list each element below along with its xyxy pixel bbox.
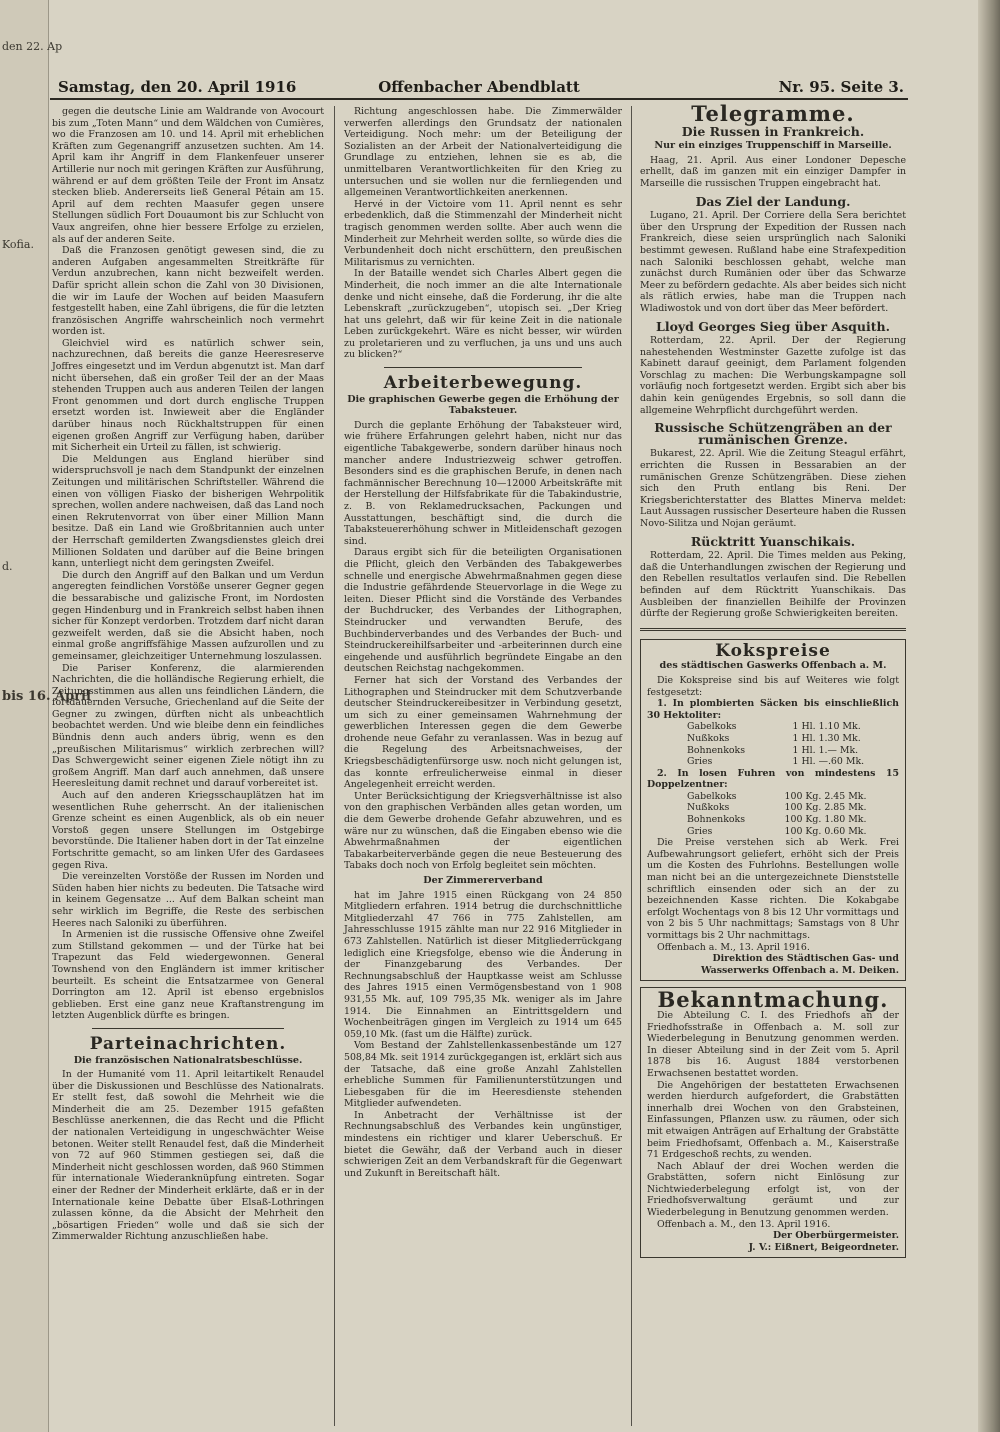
article-paragraph: Unter Berücksichtigung der Kriegsverhältnisse ist also von den graphischen Verbänden alles getan worden, um die dem Gewerbe drohende Gefahr abzuwehren, und es wäre nur zu wünschen, daß die Eingaben ebenso wie die Abwehrmaßnahmen der eigentlichen Tabakarbeiterverbände gegen die neue Besteuerung des Tabaks doch noch von Erfolg begleitet sein möchten. [344, 790, 622, 872]
ad-text: Nach Ablauf der drei Wochen werden die Grabstätten, sofern nicht Einlösung zur Nichtwiederbelegung erfolgt ist, von der Friedhofsverwaltung geräumt und zur Wiederbelegung in Benutzung genommen werden. [647, 1160, 899, 1219]
article-paragraph: In der Humanité vom 11. April leitartikelt Renaudel über die Diskussionen und Beschlüsse des Nationalrats. Er stellt fest, daß sowohl die Mehrheit wie die Minderheit die am 25. Dezember 1915 gefaßten Beschlüsse anerkennen, die das Recht und die Pflicht der nationalen Verteidigung in ungeschwächter Weise betonen. Weiter stellt Renaudel fest, daß die Minderheit von 72 auf 960 Stimmen gestiegen sei, daß die Minderheit nicht geschlossen worden, daß 960 Stimmen für internationale Wiederanknüpfung eintreten. Sogar einer der Redner der Minderheit erklärte, daß er in der Internationale keine Debatte über Elsaß-Lothringen zulassen könne, da die Absicht der Mehrheit den „bösartigen Frieden“ wolle und daß sie sich der Zimmerwalder Richtung anzuschließen habe. [52, 1069, 324, 1243]
article-paragraph: In der Bataille wendet sich Charles Albert gegen die Minderheit, die noch immer an die alte Internationale denke und nicht einsehe, daß die Forderung, ihr die alte Lebenskraft „zurückzugeben“, utopisch sei. „Der Krieg hat uns gelehrt, daß wir für keine Zeit in die nationale Leben zurückgekehrt. Wäre es nicht besser, wir würden zu proletarieren und zu verfluchen, ja uns und uns auch zu blicken?“ [344, 268, 622, 361]
ad-text: Die Angehörigen der bestatteten Erwachsenen werden hierdurch aufgefordert, die Grabstätten innerhalb drei Wochen von den Grabsteinen, Einfassungen, Pflanzen usw. zu räumen, oder sich mit etwaigen Anträgen auf Erhaltung der Grabstätte beim Friedhofsamt, Offenbach a. M., Kaiserstraße 71 Erdgeschoß rechts, zu wenden. [647, 1079, 899, 1161]
table-row [647, 733, 899, 745]
article-paragraph: Haag, 21. April. Aus einer Londoner Depesche erhellt, daß im ganzen mit ein einziger Dampfer in Marseille die russischen Truppen eingebracht hat. [640, 154, 906, 189]
table-row [647, 721, 899, 733]
article-paragraph: Hervé in der Victoire vom 11. April nennt es sehr erbedenklich, daß die Stimmenzahl der Minderheit nicht tragisch genommen werden sollte. Aber auch wenn die Minderheit zur Mehrheit werden sollte, so würde dies die Verbundenheit doch nicht erschüttern, den preußischen Militarismus zu vernichten. [344, 198, 622, 268]
article-heading: Das Ziel der Landung. [695, 193, 851, 209]
table-row [647, 814, 899, 826]
table-row [647, 756, 899, 768]
adjacent-page-strip [0, 0, 91, 1432]
article-paragraph: In Armenien ist die russische Offensive ohne Zweifel zum Stillstand gekommen — und der Türke hat bei Trapezunt das Feld wiedergewonnen. General Townshend von den Engländern ist immer kritischer beurteilt. Es scheint die Entsatzarmee von General Dorrington am 12. April ist ebenso ergebnislos geblieben. Erst eine ganz neue Kraftanstrengung im letzten Augenblick dürfte es bringen. [52, 929, 324, 1022]
page-edge [978, 0, 1000, 1432]
sheet [50, 70, 908, 1426]
section-heading-telegramme: Telegramme. [691, 101, 855, 126]
ad-text: Die Abteilung C. I. des Friedhofs an der Friedhofsstraße in Offenbach a. M. soll zur Wiederbelegung in Benutzung genommen werden. In dieser Abteilung sind in der Zeit vom 5. April 1878 bis 16. August 1884 verstorbenen Erwachsenen bestattet worden. [647, 1009, 899, 1079]
ad-separator [640, 628, 906, 631]
ad-heading: Kokspreise [715, 640, 831, 661]
section-rule [384, 367, 582, 368]
ad-date: Offenbach a. M., 13. April 1916. [657, 941, 810, 953]
table-row [647, 826, 899, 838]
section-heading-parteinachrichten: Parteinachrichten. [89, 1033, 287, 1054]
article-subheading: Nur ein einziges Truppenschiff in Marseille. [654, 140, 892, 152]
article-paragraph: In Anbetracht der Verhältnisse ist der Rechnungsabschluß des Verbandes kein ungünstiger, mindestens ein richtiger und klarer Ueberschuß. Er bietet die Gewähr, daß der Verband auch in dieser schwierigen Zeit an dem Verbandskraft für die Gegenwart und Zukunft in Bereitschaft hält. [344, 1109, 622, 1179]
article-paragraph: Daraus ergibt sich für die beteiligten Organisationen die Pflicht, gleich den Verbänden des Tabakgewerbes schnelle und energische Abwehrmaßnahmen gegen diese die Industrie gefährdende Steuervorlage in die Wege zu leiten. Dieser Pflicht sind die Vorstände des Verbandes der Buchdrucker, des Verbandes der Lithographen, Steindrucker und verwandten Berufe, des Buchbinderverbandes und des Verbandes der Buch- und Steindruckereihilfsarbeiter und -arbeiterinnen durch eine eingehende und ausführlich begründete Eingabe an den deutschen Reichstag nachgekommen. [344, 547, 622, 675]
strip-fragment: d. [2, 560, 13, 573]
article-paragraph: Richtung angeschlossen habe. Die Zimmerwälder verwerfen allerdings den Grundsatz der nationalen Verteidigung. Noch mehr: um der Beteiligung der Sozialisten an der Arbeit der Nationalverteidigung die Grundlage zu entziehen, lehnen sie es ab, die unmittelbaren Verantwortlichkeiten für den Krieg zu untersuchen und sie wollen nur die fernliegenden und allgemeinen Verantwortlichkeiten anerkennen. [344, 106, 622, 199]
article-subheading: Die graphischen Gewerbe gegen die Erhöhung der Tabaksteuer. [347, 393, 619, 417]
ad-bekanntmachung [640, 987, 906, 1258]
ad-kokspreise [640, 639, 906, 982]
article-heading: Russische Schützengräben an der rumänischen Grenze. [654, 420, 892, 447]
column-rule [631, 106, 632, 1426]
price-item: Nußkoks [687, 732, 730, 744]
header-date: Samstag, den 20. April 1916 [58, 78, 297, 96]
article-heading: Lloyd Georges Sieg über Asquith. [656, 318, 890, 334]
strip-fragment: Kofia. [2, 238, 34, 251]
column-2 [344, 106, 622, 1426]
article-paragraph: Vom Bestand der Zahlstellenkassenbestände um 127 508,84 Mk. seit 1914 zurückgegangen ist, erklärt sich aus der Tatsache, daß eine große Anzahl Zahlstellen erhebliche Summen für Familienunterstützungen und Liebesgaben für die im Heeresdienste stehenden Mitglieder aufwendeten. [344, 1040, 622, 1110]
ad-signature: J. V.: Eißnert, Beigeordneter. [748, 1241, 899, 1253]
article-paragraph: hat im Jahre 1915 einen Rückgang von 24 850 Mitgliedern erfahren. 1914 betrug die durchschnittliche Mitgliederzahl 47 766 in 775 Zahlstellen, am Jahresschlusse 1915 zählte man nur 22 916 Mitglieder in 673 Zahlstellen. Natürlich ist dieser Mitgliederrückgang lediglich eine Kriegsfolge, ebenso wie die Änderung in der Finanzgebarung des Verbandes. Der Rechnungsabschluß der Hauptkasse weist am Schlusse des Jahres 1915 einen Vermögensbestand von 1 908 931,55 Mk. auf, 109 795,35 Mk. weniger als im Jahre 1914. Die Einnahmen an Eintrittsgeldern und Wochenbeiträgen gingen im Vergleich zu 1914 um 645 059,10 Mk. (fast um die Hälfte) zurück. [344, 889, 622, 1040]
header-issue: Nr. 95. Seite 3. [778, 78, 904, 96]
article-paragraph: Die durch den Angriff auf den Balkan und um Verdun angeregten feindlichen Vorstöße unserer Gegner gegen die bessarabische und galizische Front, im Nordosten gegen Hindenburg und in Frankreich selbst haben ihnen sicher für Konzept verdorben. Trotzdem darf nicht daran gezweifelt werden, daß sie die Absicht haben, noch einmal große angriffsfähige Massen aufzurollen und zu gemeinsamer, gleichzeitiger Unternehmung loszulassen. [52, 569, 324, 662]
price-table [647, 721, 899, 767]
article-paragraph: Rotterdam, 22. April. Der der Regierung nahestehenden Westminster Gazette zufolge ist das Kabinett darauf geeinigt, dem Parlament folgenden Vorschlag zu machen: Die Werbungskampagne soll vorläufig noch fortgesetzt werden. Ergibt sich aber bis dahin kein genügendes Ergebnis, so soll dann die allgemeine Wehrpflicht durchgeführt werden. [640, 335, 906, 416]
article-subheading: Der Zimmererverband [423, 875, 543, 886]
article-paragraph: Ferner hat sich der Vorstand des Verbandes der Lithographen und Steindrucker mit dem Schutzverbande deutscher Steindruckereibesitzer in Verbindung gesetzt, um sich zu einer gemeinsamen Wahrnehmung der gewerblichen Interessen gegen die dem Gewerbe drohende neue Gefahr zu veranlassen. Was in bezug auf die Regelung des Arbeitsnachweises, der Kriegsbeschädigtenfürsorge usw. noch nicht gelungen ist, das konnte erfreulicherweise einmal in dieser Angelegenheit erreicht werden. [344, 674, 622, 791]
article-paragraph: Lugano, 21. April. Der Corriere della Sera berichtet über den Ursprung der Expedition der Russen nach Frankreich, diese seien ursprünglich nach Saloniki bestimmt gewesen. Rußland habe eine Strafexpedition nach Saloniki beschlossen gehabt, welche man zunächst durch Rumänien oder über das Schwarze Meer zu befördern gedachte. Als aber beides sich nicht als rätlich erwies, habe man die Truppen nach Wladiwostok und von dort über das Meer befördert. [640, 210, 906, 314]
article-paragraph: Gleichviel wird es natürlich schwer sein, nachzurechnen, daß bereits die ganze Heeresreserve Joffres eingesetzt und im Verdun abgenutzt ist. Man darf nicht übersehen, daß ein großer Teil der an der Maas stehenden Truppen auch aus anderen Teilen der langen Front genommen und dort durch englische Truppen ersetzt worden ist. Inwieweit aber die Engländer darüber hinaus noch Rückhaltstruppen für einen eigenen großen Angriff zur Verfügung haben, darüber mit Sicherheit ein Urteil zu fällen, ist schwierig. [52, 337, 324, 454]
article-paragraph: gegen die deutsche Linie am Waldrande von Avocourt bis zum „Toten Mann“ und dem Wäldchen von Cumières, wo die Franzosen am 10. und 14. April mit erheblichen Kräften zum Gegenangriff anzusetzen suchten. Am 14. April kam ihr Angriff in dem Flankenfeuer unserer Artillerie nur noch mit geringen Kräften zur Ausführung, während er auf dem größten Teile der Front im Ansatz stecken blieb. Andererseits ließ General Pétain am 15. April auf dem rechten Maasufer gegen unsere Stellungen südlich Fort Douaumont bis zur Schlucht von Vaux angreifen, ohne hier bessere Erfolge zu erzielen, als auf der anderen Seite. [52, 106, 324, 245]
section-rule [92, 1028, 284, 1029]
price-value: 1 Hl. —.60 Mk. [792, 756, 865, 768]
header-masthead: Offenbacher Abendblatt [378, 78, 580, 96]
price-item: Gries [687, 756, 713, 768]
article-paragraph: Die Pariser Konferenz, die alarmierenden Nachrichten, die die holländische Regierung erhielt, die Zeitungsstimmen aus allen uns feindlichen Ländern, die fortdauernden Versuche, Griechenland auf die Seite der Gegner zu zwingen, dürften nicht als unbeachtlich beobachtet werden. Und wie bleibe denn ein feindliches Bündnis denn auch anders übrig, wenn es den „preußischen Militarismus“ wirklich zerbrechen will? Das Schwergewicht seiner eigenen Ziele nötigt ihn zu großem Angriff. Man darf auch annehmen, daß unsere Heeresleitung damit rechnet und darauf vorbereitet ist. [52, 662, 324, 790]
article-paragraph: Daß die Franzosen genötigt gewesen sind, die zu anderen Aufgaben angesammelten Streitkräfte für Verdun anzubrechen, kann nicht bezweifelt werden. Dafür spricht allein schon die Zahl von 30 Divisionen, die wir im Laufe der Wochen auf beiden Maasufern festgestellt haben, eine Zahl übrigens, die für die letzten französischen Angriffe wahrscheinlich noch vermehrt worden ist. [52, 245, 324, 338]
article-heading: Rücktritt Yuanschikais. [690, 533, 856, 549]
price-value: 1 Hl. 1.10 Mk. [792, 721, 861, 733]
price-value: 100 Kg. 2.85 Mk. [784, 802, 867, 814]
article-paragraph: Durch die geplante Erhöhung der Tabaksteuer wird, wie frühere Erfahrungen gelehrt haben, nicht nur das eigentliche Tabakgewerbe, sondern darüber hinaus noch mancher andere Industriezweig schwer getroffen. Besonders sind es die graphischen Berufe, in denen nach fachmännischer Berechnung 10—12000 Arbeitskräfte mit der Herstellung der Hilfsfabrikate für die Tabakindustrie, z. B. von Reklamedrucksachen, Packungen und Ausstattungen, beschäftigt sind, die durch die Tabaksteuererhöhung schwer in Mitleidenschaft gezogen sind. [344, 419, 622, 547]
price-item: Gabelkoks [687, 721, 737, 733]
page-header [50, 76, 908, 100]
strip-fragment: bis 16. April [2, 689, 91, 704]
price-table [647, 791, 899, 837]
price-value: 1 Hl. 1.30 Mk. [792, 732, 861, 744]
price-item: Gries [687, 825, 713, 837]
price-item: Bohnenkoks [687, 744, 746, 756]
price-value: 100 Kg. 1.80 Mk. [784, 814, 867, 826]
article-paragraph: Auch auf den anderen Kriegsschauplätzen hat im wesentlichen Ruhe geherrscht. An der italienischen Grenze scheint es einen Augenblick, als ob ein neuer Vorstoß gegen unsere Stellungen im Ostgebirge bevorstünde. Die Italiener haben dort in der Tat einzelne Fortschritte gemacht, so am linken Ufer des Gardasees gegen Riva. [52, 790, 324, 871]
price-value: 100 Kg. 0.60 Mk. [784, 825, 867, 837]
article-paragraph: Die vereinzelten Vorstöße der Russen im Norden und Süden haben hier nichts zu bedeuten. Die Tatsache wird in keinem Gegensatze ... Auf dem Balkan scheint man sehr wirklich im Begriffe, die Reste des serbischen Heeres nach Saloniki zu überführen. [52, 871, 324, 929]
article-paragraph: Rotterdam, 22. April. Die Times melden aus Peking, daß die Unterhandlungen zwischen der Regierung und den Rebellen resultatlos verlaufen sind. Die Rebellen befinden auf dem Rücktritt Yuanschikais. Das Ausbleiben der finanziellen Beihilfe der Provinzen dürfte der Regierung große Schwierigkeiten bereiten. [640, 550, 906, 620]
ad-heading: Bekanntmachung. [657, 987, 889, 1013]
ad-date: Offenbach a. M., den 13. April 1916. [657, 1218, 831, 1230]
price-item: Bohnenkoks [687, 814, 746, 826]
ad-text: 1. In plombierten Säcken bis einschließlich 30 Hektoliter: [647, 698, 899, 721]
column-1 [52, 106, 324, 1426]
ad-signature: Direktion des Städtischen Gas- und Wasserwerks Offenbach a. M. Deiken. [700, 953, 899, 976]
article-paragraph: Bukarest, 22. April. Wie die Zeitung Steagul erfährt, errichten die Russen in Bessarabien an der rumänischen Grenze Schützengräben. Diese ziehen sich den Pruth entlang bis Reni. Der Kriegsberichterstatter des Blattes Minerva meldet: Laut Aussagen russischer Deserteure haben die Russen Novo-Silitza und Nojan geräumt. [640, 448, 906, 529]
ad-text: 2. In losen Fuhren von mindestens 15 Doppelzentner: [647, 767, 899, 791]
column-3 [640, 101, 906, 1426]
article-subheading: Die französischen Nationalratsbeschlüsse. [73, 1054, 303, 1066]
strip-fragment: den 22. Ap [2, 40, 63, 53]
table-row [647, 802, 899, 814]
price-item: Gabelkoks [687, 790, 737, 802]
table-row [647, 791, 899, 803]
price-value: 100 Kg. 2.45 Mk. [784, 790, 867, 802]
ad-signature: Der Oberbürgermeister. [772, 1230, 899, 1242]
table-row [647, 745, 899, 757]
section-heading-arbeiterbewegung: Arbeiterbewegung. [383, 373, 583, 394]
column-rule [334, 106, 335, 1426]
ad-subheading: des städtischen Gaswerks Offenbach a. M. [659, 660, 887, 672]
price-item: Nußkoks [687, 802, 730, 814]
article-paragraph: Die Meldungen aus England hierüber sind widerspruchsvoll je nach dem Standpunkt der einzelnen Zeitungen und militärischen Schriftsteller. Während die einen von völligen Fiasko der bisherigen Wehrpolitik sprechen, wollen andere nachweisen, daß das Land noch einen Rekrutenvorrat von über einer Million Mann besitze. Daß ein Land wie Großbritannien auch unter der Herrschaft gemilderten Zwangsdienstes gleich drei Millionen Soldaten und darüber auf die Beine bringen kann, unterliegt nicht dem geringsten Zweifel. [52, 453, 324, 570]
price-value: 1 Hl. 1.— Mk. [792, 744, 859, 756]
article-heading: Die Russen in Frankreich. [681, 123, 865, 139]
ad-text: Die Preise verstehen sich ab Werk. Frei Aufbewahrungsort geliefert, erhöht sich der Preis um die Kosten des Fuhrlohns. Bestellungen wolle man nicht bei an die untergezeichnete Dienststelle schriftlich einsenden oder sich an der zu bezeichnenden Kasse richten. Die Kokabgabe erfolgt Wochentags von 8 bis 12 Uhr vormittags und von 2 bis 5 Uhr nachmittags; Samstags von 8 Uhr vormittags bis 2 Uhr nachmittags. [647, 837, 899, 941]
ad-text: Die Kokspreise sind bis auf Weiteres wie folgt festgesetzt: [647, 674, 899, 698]
